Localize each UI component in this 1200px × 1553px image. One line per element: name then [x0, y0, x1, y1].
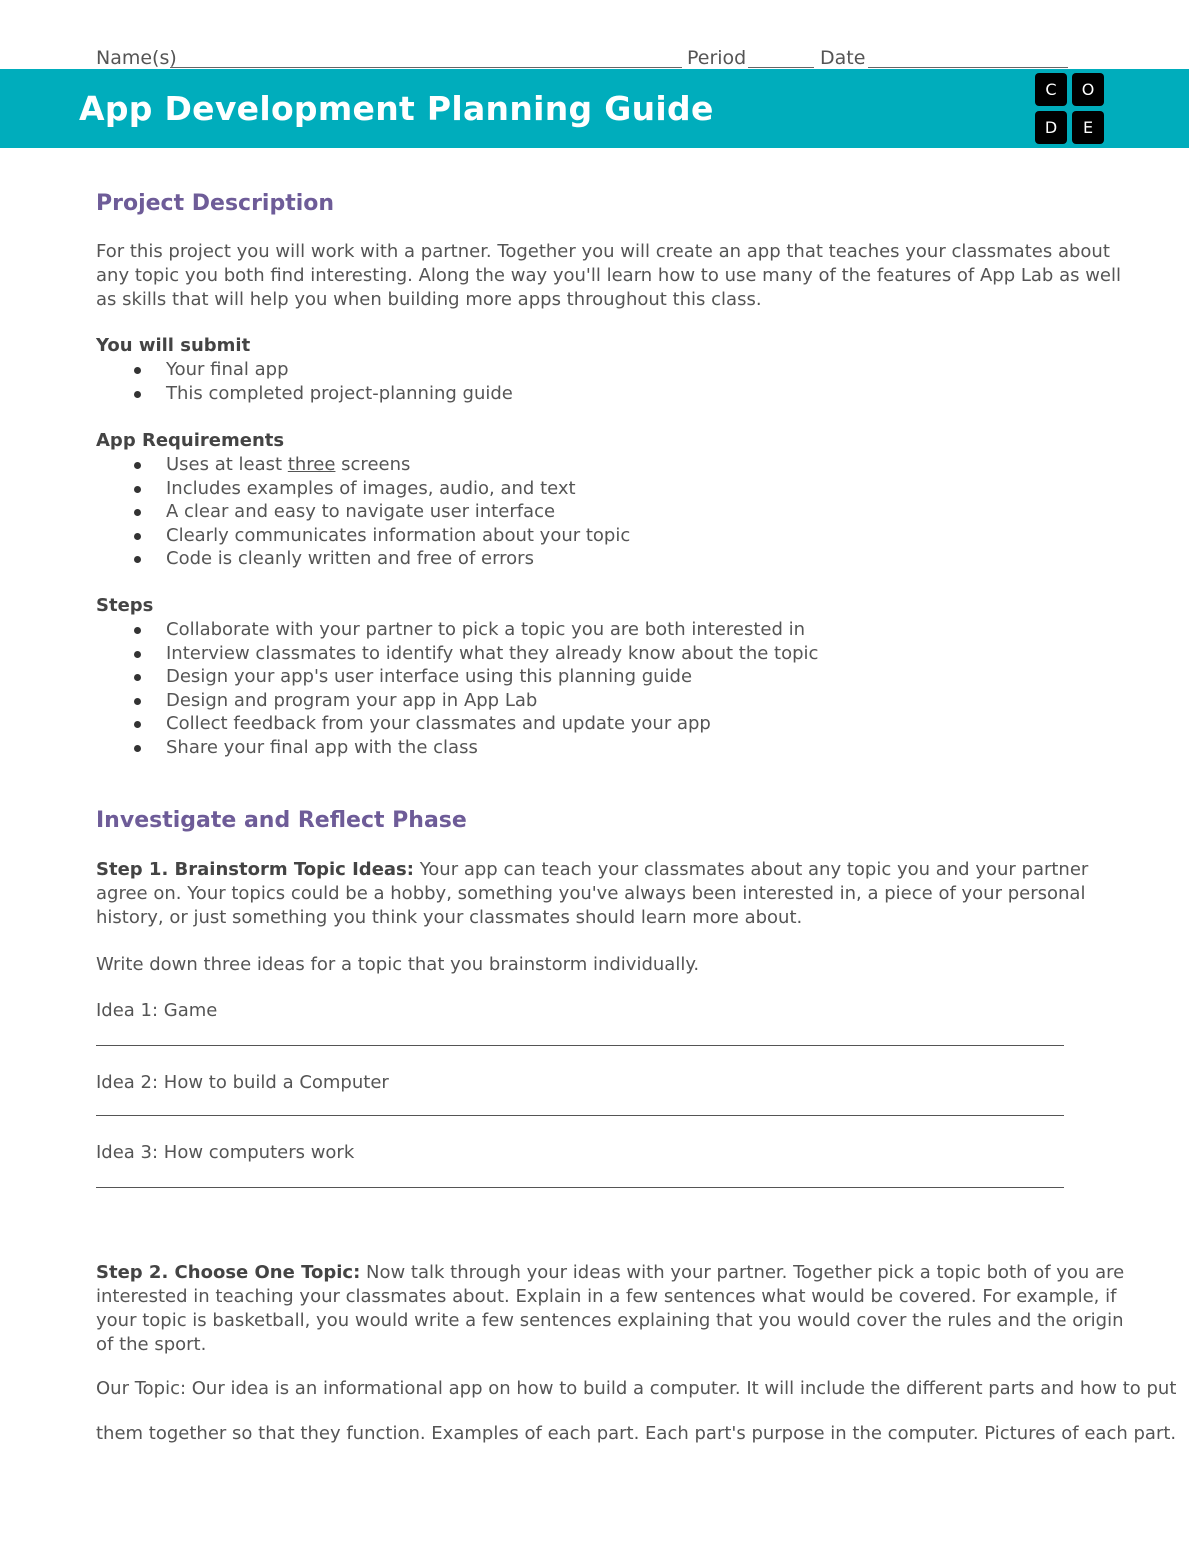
date-label: Date	[820, 47, 866, 69]
list-item-text: Includes examples of images, audio, and text	[166, 477, 576, 499]
bullet-icon	[134, 627, 141, 634]
list-item-text: Collaborate with your partner to pick a topic you are both interested in	[166, 619, 806, 640]
idea-1-answer[interactable]: Idea 1: Game	[96, 1000, 218, 1021]
list-item-text: Interview classmates to identify what they already know about the topic	[166, 642, 819, 664]
date-field[interactable]	[868, 67, 1068, 68]
underlined-word: three	[287, 454, 336, 475]
submit-heading: You will submit	[96, 335, 251, 356]
logo-letter-d: D	[1035, 111, 1067, 144]
investigate-heading: Investigate and Reflect Phase	[96, 808, 467, 833]
step1-paragraph	[96, 858, 1136, 930]
bullet-icon	[134, 721, 141, 728]
logo-letter-o: O	[1072, 73, 1104, 106]
list-item-text: A clear and easy to navigate user interface	[166, 501, 556, 523]
list-item-text: Design and program your app in App Lab	[166, 689, 538, 711]
list-item-text: Share your final app with the class	[166, 736, 478, 758]
list-item	[96, 382, 513, 406]
list-item-text: Design your app's user interface using this planning guide	[166, 666, 693, 688]
bullet-icon	[134, 391, 141, 398]
step2-paragraph	[96, 1261, 1136, 1357]
period-field[interactable]	[748, 67, 814, 68]
bullet-icon	[134, 462, 141, 469]
our-topic-line-2[interactable]: them together so that they function. Examples of each part. Each part's purpose in the computer. Pictures of each part.	[96, 1423, 1177, 1444]
list-item	[96, 618, 818, 642]
bullet-icon	[134, 367, 141, 374]
name-field[interactable]	[170, 67, 682, 68]
steps-list	[96, 618, 818, 760]
step1-text: Your app can teach your classmates about any topic you and your partner agree on. Your topics could be a hobby, something you've always been interested in, a piece of your personal history, or just something you think your classmates should learn more about.	[96, 859, 1089, 928]
requirements-heading: App Requirements	[96, 430, 285, 451]
list-item	[96, 736, 818, 760]
list-item-text: Clearly communicates information about your topic	[166, 524, 631, 546]
bullet-icon	[134, 674, 141, 681]
bullet-icon	[134, 486, 141, 493]
list-item-text: This completed project-planning guide	[166, 382, 513, 404]
our-topic-line-1[interactable]: Our Topic: Our idea is an informational app on how to build a computer. It will include the different parts and how to put	[96, 1378, 1177, 1399]
steps-heading: Steps	[96, 595, 154, 616]
step2-label: Step 2. Choose One Topic:	[96, 1262, 361, 1283]
bullet-icon	[134, 556, 141, 563]
list-item	[96, 453, 630, 477]
step1-label: Step 1. Brainstorm Topic Ideas:	[96, 859, 414, 880]
idea-3-line	[96, 1187, 1064, 1188]
list-item	[96, 642, 818, 666]
logo-letter-c: C	[1035, 73, 1067, 106]
list-item-text: Uses at least	[166, 454, 288, 475]
submit-list	[96, 358, 513, 405]
list-item-text: Code is cleanly written and free of errors	[166, 548, 534, 570]
list-item	[96, 524, 630, 548]
bullet-icon	[134, 509, 141, 516]
list-item	[96, 477, 630, 501]
logo-letter-e: E	[1072, 111, 1104, 144]
bullet-icon	[134, 651, 141, 658]
list-item	[96, 665, 818, 689]
requirements-list	[96, 453, 630, 571]
code-logo	[1035, 73, 1105, 145]
bullet-icon	[134, 698, 141, 705]
list-item-text: screens	[335, 454, 411, 475]
page-title: App Development Planning Guide	[79, 89, 714, 128]
idea-2-answer[interactable]: Idea 2: How to build a Computer	[96, 1072, 389, 1093]
list-item-text: Collect feedback from your classmates and update your app	[166, 713, 711, 735]
list-item	[96, 712, 818, 736]
name-label: Name(s)	[96, 47, 177, 69]
idea-2-line	[96, 1115, 1064, 1116]
bullet-icon	[134, 533, 141, 540]
step2-text: Now talk through your ideas with your partner. Together pick a topic both of you are interested in teaching your classmates about. Explain in a few sentences what would be covered. For example, if your topic is basketball, you would write a few sentences explaining that you would cover the rules and the origin of the sport.	[96, 1262, 1125, 1355]
project-intro: For this project you will work with a partner. Together you will create an app that teaches your classmates about any topic you both find interesting. Along the way you'll learn how to use many of the features of App Lab as well as skills that will help you when building more apps throughout this class.	[96, 241, 1122, 310]
idea-1-line	[96, 1045, 1064, 1046]
list-item-text: Your final app	[166, 359, 289, 380]
project-description-heading: Project Description	[96, 191, 335, 216]
list-item	[96, 358, 513, 382]
list-item	[96, 689, 818, 713]
list-item	[96, 500, 630, 524]
idea-3-answer[interactable]: Idea 3: How computers work	[96, 1142, 355, 1163]
period-label: Period	[687, 47, 747, 69]
title-banner	[0, 69, 1189, 148]
bullet-icon	[134, 745, 141, 752]
brainstorm-instruction: Write down three ideas for a topic that you brainstorm individually.	[96, 954, 700, 975]
list-item	[96, 547, 630, 571]
